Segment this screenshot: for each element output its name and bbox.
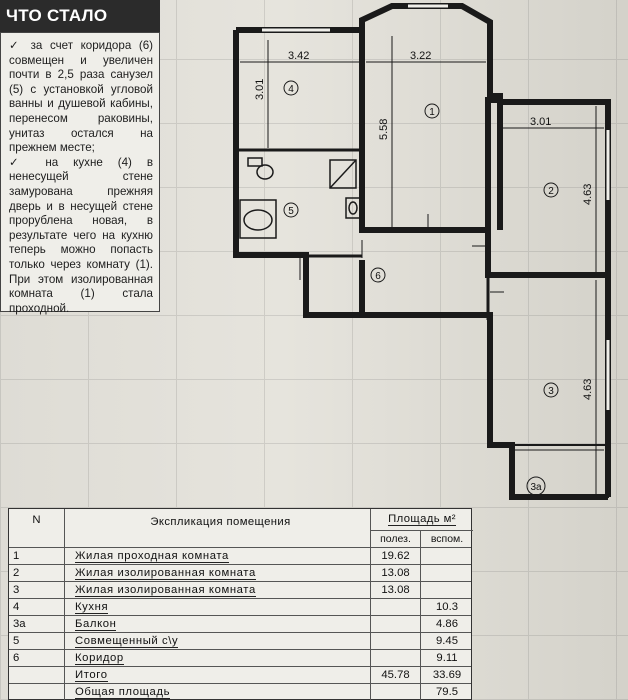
row-number: 4 — [9, 599, 65, 615]
walls — [236, 6, 608, 497]
row-area-aux: 9.45 — [436, 635, 458, 647]
room-label-1: 1 — [429, 107, 435, 118]
toilet-icon — [248, 158, 273, 179]
row-name: Балкон — [65, 616, 371, 632]
header-area: Площадь м² — [371, 509, 473, 531]
table-row — [9, 598, 471, 615]
row-area-main — [371, 684, 421, 700]
row-number: 3 — [9, 582, 65, 598]
bathtub-icon — [240, 200, 276, 238]
table-row — [9, 564, 471, 581]
row-name: Общая площадь — [65, 684, 371, 700]
header-name: Экспликация помещения — [65, 509, 371, 547]
table-row — [9, 632, 471, 649]
explication-table — [8, 508, 472, 700]
row-area-aux — [421, 565, 473, 581]
row-area-main — [371, 616, 421, 632]
room-label-6: 6 — [375, 271, 381, 282]
row-area-main — [371, 650, 421, 666]
dim-room3-height: 4.63 — [582, 378, 594, 400]
sink-icon — [346, 198, 360, 218]
table-header — [9, 509, 471, 547]
row-area-main — [371, 599, 421, 615]
table-row — [9, 683, 471, 700]
balcony — [512, 445, 608, 497]
window-lines — [262, 4, 610, 410]
header-area-aux: вспом. — [430, 533, 464, 545]
dim-room1-width: 3.22 — [410, 50, 432, 62]
row-name: Жилая изолированная комната — [65, 565, 371, 581]
room-label-5: 5 — [288, 206, 294, 217]
header-number: N — [9, 509, 65, 547]
row-area-aux — [421, 548, 473, 564]
row-area-aux: 4.86 — [436, 618, 458, 630]
row-area-main: 19.62 — [371, 548, 421, 564]
doors — [300, 214, 504, 292]
dim-kitchen-height: 3.01 — [254, 78, 266, 100]
row-number: 5 — [9, 633, 65, 649]
row-name: Совмещенный с\у — [65, 633, 371, 649]
row-number — [9, 667, 65, 683]
dim-kitchen-width: 3.42 — [288, 50, 310, 62]
room-label-3a: 3а — [530, 482, 542, 493]
row-area-aux: 33.69 — [432, 669, 462, 681]
row-name: Коридор — [65, 650, 371, 666]
row-area-main: 13.08 — [371, 582, 421, 598]
header-area-main: полез. — [371, 531, 421, 547]
dim-room1-height: 5.58 — [378, 118, 390, 140]
floor-plan — [170, 0, 628, 500]
row-number: 1 — [9, 548, 65, 564]
table-row — [9, 615, 471, 632]
row-number: 2 — [9, 565, 65, 581]
table-row — [9, 666, 471, 683]
row-area-aux: 9.11 — [436, 652, 458, 664]
row-name: Жилая проходная комната — [65, 548, 371, 564]
row-number: 3а — [9, 616, 65, 632]
row-area-aux: 10.3 — [436, 601, 458, 613]
row-area-main — [371, 633, 421, 649]
dim-room2-width: 3.01 — [530, 116, 552, 128]
row-area-main: 45.78 — [371, 667, 421, 683]
room-markers — [284, 81, 558, 495]
description-paragraph-1: ✓ за счет коридора (6) совмещен и увеличен почти в 2,5 раза санузел (5) с установкой угловой ванны и душевой кабины, перенесом раковины, унитаз остался на прежнем месте; — [9, 39, 153, 155]
row-area-aux: 79.5 — [436, 686, 458, 698]
row-name: Кухня — [65, 599, 371, 615]
table-row — [9, 547, 471, 564]
section-title: ЧТО СТАЛО — [0, 0, 160, 32]
description-paragraph-2: ✓ на кухне (4) в ненесущей стене замурована прежняя дверь и в несущей стене прорублена новая, в результате чего на кухню теперь можно попасть только через комнату (1). При этом изолированная комната (1) стала проходной. — [9, 155, 153, 315]
room-label-3: 3 — [548, 386, 554, 397]
row-number: 6 — [9, 650, 65, 666]
row-name: Итого — [65, 667, 371, 683]
row-area-aux — [421, 582, 473, 598]
row-area-main: 13.08 — [371, 565, 421, 581]
shower-icon — [330, 160, 356, 188]
row-number — [9, 684, 65, 700]
window-marks — [262, 6, 608, 410]
row-name: Жилая изолированная комната — [65, 582, 371, 598]
table-row — [9, 581, 471, 598]
table-row — [9, 649, 471, 666]
room-label-4: 4 — [288, 84, 294, 95]
room-label-2: 2 — [548, 186, 554, 197]
description-panel — [0, 32, 160, 315]
dim-room2-height: 4.63 — [582, 183, 594, 205]
